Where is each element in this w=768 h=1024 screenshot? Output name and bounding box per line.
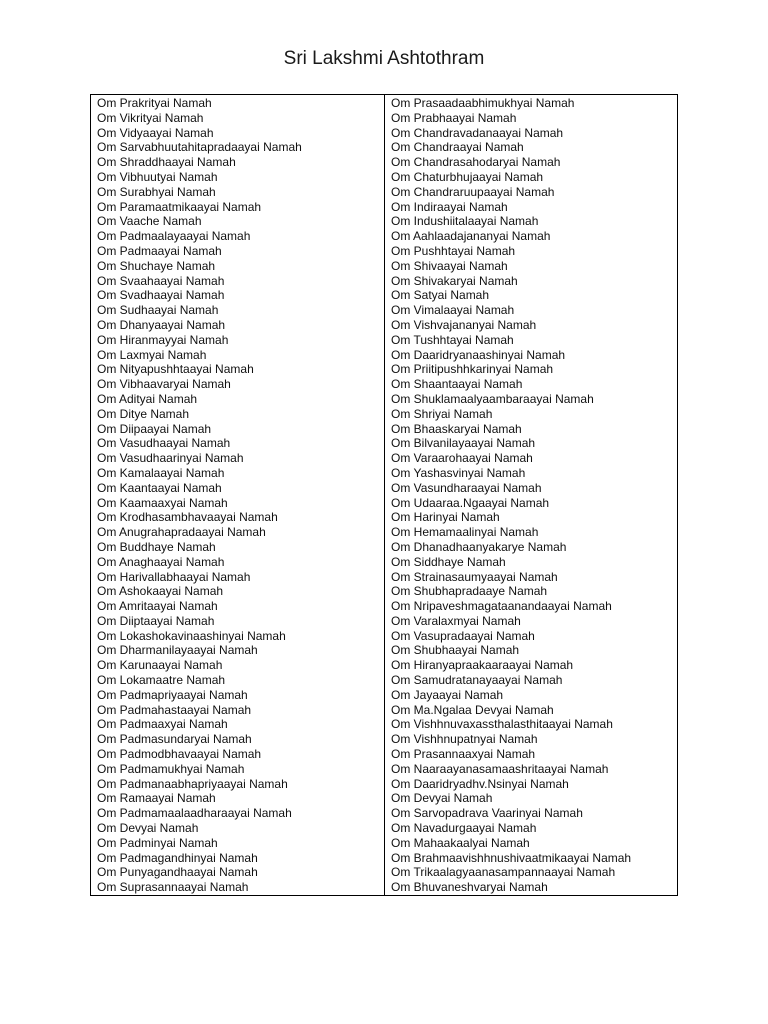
list-item: Om Ramaayai Namah bbox=[97, 791, 216, 806]
list-item: Om Lokamaatre Namah bbox=[97, 673, 226, 688]
list-item: Om Shubhapradaaye Namah bbox=[391, 584, 548, 599]
list-item: Om Vibhuutyai Namah bbox=[97, 169, 218, 184]
list-item: Om Surabhyai Namah bbox=[97, 184, 216, 199]
list-item: Om Dhanyaayai Namah bbox=[97, 317, 226, 332]
list-item: Om Prasaadaabhimukhyai Namah bbox=[391, 96, 575, 110]
list-item: Om Shuchaye Namah bbox=[97, 258, 216, 273]
list-item: Om Kaamaaxyai Namah bbox=[97, 495, 228, 510]
list-item: Om Shuklamaalyaambaraayai Namah bbox=[391, 391, 594, 406]
list-item: Om Ditye Namah bbox=[97, 406, 190, 421]
list-item: Om Kamalaayai Namah bbox=[97, 465, 225, 480]
list-item: Om Nityapushhtaayai Namah bbox=[97, 362, 254, 377]
list-item: Om Shubhaayai Namah bbox=[391, 643, 520, 658]
list-item: Om Vimalaayai Namah bbox=[391, 303, 515, 318]
list-item: Om Hiranmayyai Namah bbox=[97, 332, 229, 347]
list-item: Om Chandraruupaayai Namah bbox=[391, 184, 555, 199]
list-item: Om Sarvopadrava Vaarinyai Namah bbox=[391, 806, 583, 821]
list-item: Om Shivakaryai Namah bbox=[391, 273, 518, 288]
list-item: Om Strainasaumyaayai Namah bbox=[391, 569, 558, 584]
list-item: Om Vasudhaarinyai Namah bbox=[97, 451, 244, 466]
list-item: Om Diiptaayai Namah bbox=[97, 613, 215, 628]
list-item: Om Indushiitalaayai Namah bbox=[391, 214, 539, 229]
list-item: Om Prakrityai Namah bbox=[97, 96, 212, 110]
list-item: Om Shriyai Namah bbox=[391, 406, 493, 421]
list-item: Om Lokashokavinaashinyai Namah bbox=[97, 628, 286, 643]
list-item: Om Vibhaavaryai Namah bbox=[97, 377, 231, 392]
list-item: Om Samudratanayaayai Namah bbox=[391, 673, 563, 688]
list-item: Om Prasannaaxyai Namah bbox=[391, 747, 536, 762]
list-item: Om Punyagandhaayai Namah bbox=[97, 865, 258, 880]
list-item: Om Jayaayai Namah bbox=[391, 687, 504, 702]
list-item: Om Bhaaskaryai Namah bbox=[391, 421, 522, 436]
list-item: Om Varaarohaayai Namah bbox=[391, 451, 533, 466]
list-item: Om Vaache Namah bbox=[97, 214, 202, 229]
list-item: Om Naaraayanasamaashritaayai Namah bbox=[391, 761, 609, 776]
page-title: Sri Lakshmi Ashtothram bbox=[283, 48, 485, 69]
list-item: Om Paramaatmikaayai Namah bbox=[97, 199, 262, 214]
list-item: Om Suprasannaayai Namah bbox=[97, 880, 249, 895]
list-item: Om Chandravadanaayai Namah bbox=[391, 125, 564, 140]
list-item: Om Shaantaayai Namah bbox=[391, 377, 523, 392]
list-item: Om Sarvabhuutahitapradaayai Namah bbox=[97, 140, 302, 155]
list-item: Om Indiraayai Namah bbox=[391, 199, 508, 214]
list-item: Om Harivallabhaayai Namah bbox=[97, 569, 251, 584]
list-item: Om Padmaaxyai Namah bbox=[97, 717, 228, 732]
list-item: Om Varalaxmyai Namah bbox=[391, 613, 521, 628]
list-item: Om Ashokaayai Namah bbox=[97, 584, 224, 599]
list-item: Om Anaghaayai Namah bbox=[97, 554, 225, 569]
list-item: Om Amritaayai Namah bbox=[97, 599, 218, 614]
list-item: Om Siddhaye Namah bbox=[391, 554, 506, 569]
list-item: Om Vasundharaayai Namah bbox=[391, 480, 542, 495]
list-item: Om Mahaakaalyai Namah bbox=[391, 835, 530, 850]
list-item: Om Aahlaadajananyai Namah bbox=[391, 229, 551, 244]
list-item: Om Padmahastaayai Namah bbox=[97, 702, 252, 717]
list-item: Om Chandraayai Namah bbox=[391, 140, 524, 155]
list-item: Om Harinyai Namah bbox=[391, 510, 500, 525]
list-item: Om Kaantaayai Namah bbox=[97, 480, 222, 495]
list-item: Om Laxmyai Namah bbox=[97, 347, 207, 362]
column-divider bbox=[384, 95, 385, 895]
list-item: Om Daaridryadhv.Nsinyai Namah bbox=[391, 776, 569, 791]
list-item: Om Padmodbhavaayai Namah bbox=[97, 747, 262, 762]
list-item: Om Nripaveshmagataanandaayai Namah bbox=[391, 599, 612, 614]
list-item: Om Diipaayai Namah bbox=[97, 421, 212, 436]
list-item: Om Trikaalagyaanasampannaayai Namah bbox=[391, 865, 616, 880]
list-item: Om Padmanaabhapriyaayai Namah bbox=[97, 776, 288, 791]
list-item: Om Vishhnupatnyai Namah bbox=[391, 732, 538, 747]
list-item: Om Vasudhaayai Namah bbox=[97, 436, 231, 451]
list-item: Om Hiranyapraakaaraayai Namah bbox=[391, 658, 574, 673]
list-item: Om Navadurgaayai Namah bbox=[391, 821, 537, 836]
list-item: Om Tushhtayai Namah bbox=[391, 332, 514, 347]
list-item: Om Padmaayai Namah bbox=[97, 243, 222, 258]
names-table bbox=[90, 94, 678, 896]
list-item: Om Vishvajananyai Namah bbox=[391, 317, 537, 332]
list-item: Om Yashasvinyai Namah bbox=[391, 465, 526, 480]
list-item: Om Priitipushhkarinyai Namah bbox=[391, 362, 554, 377]
list-item: Om Daaridryanaashinyai Namah bbox=[391, 347, 566, 362]
list-item: Om Vidyaayai Namah bbox=[97, 125, 214, 140]
list-item: Om Shraddhaayai Namah bbox=[97, 155, 236, 170]
list-item: Om Dhanadhaanyakarye Namah bbox=[391, 539, 567, 554]
list-item: Om Dharmanilayaayai Namah bbox=[97, 643, 258, 658]
list-item: Om Krodhasambhavaayai Namah bbox=[97, 510, 278, 525]
list-item: Om Shivaayai Namah bbox=[391, 258, 508, 273]
list-item: Om Bilvanilayaayai Namah bbox=[391, 436, 536, 451]
list-item: Om Svadhaayai Namah bbox=[97, 288, 225, 303]
list-item: Om Svaahaayai Namah bbox=[97, 273, 225, 288]
list-item: Om Padmasundaryai Namah bbox=[97, 732, 252, 747]
list-item: Om Chandrasahodaryai Namah bbox=[391, 155, 561, 170]
list-item: Om Devyai Namah bbox=[97, 821, 199, 836]
list-item: Om Adityai Namah bbox=[97, 391, 198, 406]
list-item: Om Padmapriyaayai Namah bbox=[97, 687, 248, 702]
list-item: Om Anugrahapradaayai Namah bbox=[97, 525, 266, 540]
list-item: Om Udaaraa.Ngaayai Namah bbox=[391, 495, 550, 510]
list-item: Om Prabhaayai Namah bbox=[391, 110, 517, 125]
list-item: Om Buddhaye Namah bbox=[97, 539, 216, 554]
list-item: Om Padmamukhyai Namah bbox=[97, 761, 245, 776]
list-item: Om Vasupradaayai Namah bbox=[391, 628, 535, 643]
list-item: Om Padmamaalaadharaayai Namah bbox=[97, 806, 292, 821]
list-item: Om Ma.Ngalaa Devyai Namah bbox=[391, 702, 554, 717]
left-column bbox=[97, 96, 302, 895]
list-item: Om Sudhaayai Namah bbox=[97, 303, 219, 318]
list-item: Om Vishhnuvaxassthalasthitaayai Namah bbox=[391, 717, 613, 732]
list-item: Om Padmaalayaayai Namah bbox=[97, 229, 251, 244]
right-column bbox=[391, 96, 631, 895]
list-item: Om Pushhtayai Namah bbox=[391, 243, 516, 258]
list-item: Om Chaturbhujaayai Namah bbox=[391, 169, 544, 184]
list-item: Om Padminyai Namah bbox=[97, 835, 218, 850]
list-item: Om Satyai Namah bbox=[391, 288, 490, 303]
list-item: Om Padmagandhinyai Namah bbox=[97, 850, 258, 865]
list-item: Om Brahmaavishhnushivaatmikaayai Namah bbox=[391, 850, 632, 865]
list-item: Om Devyai Namah bbox=[391, 791, 493, 806]
list-item: Om Vikrityai Namah bbox=[97, 110, 204, 125]
list-item: Om Karunaayai Namah bbox=[97, 658, 223, 673]
list-item: Om Bhuvaneshvaryai Namah bbox=[391, 880, 548, 895]
list-item: Om Hemamaalinyai Namah bbox=[391, 525, 539, 540]
